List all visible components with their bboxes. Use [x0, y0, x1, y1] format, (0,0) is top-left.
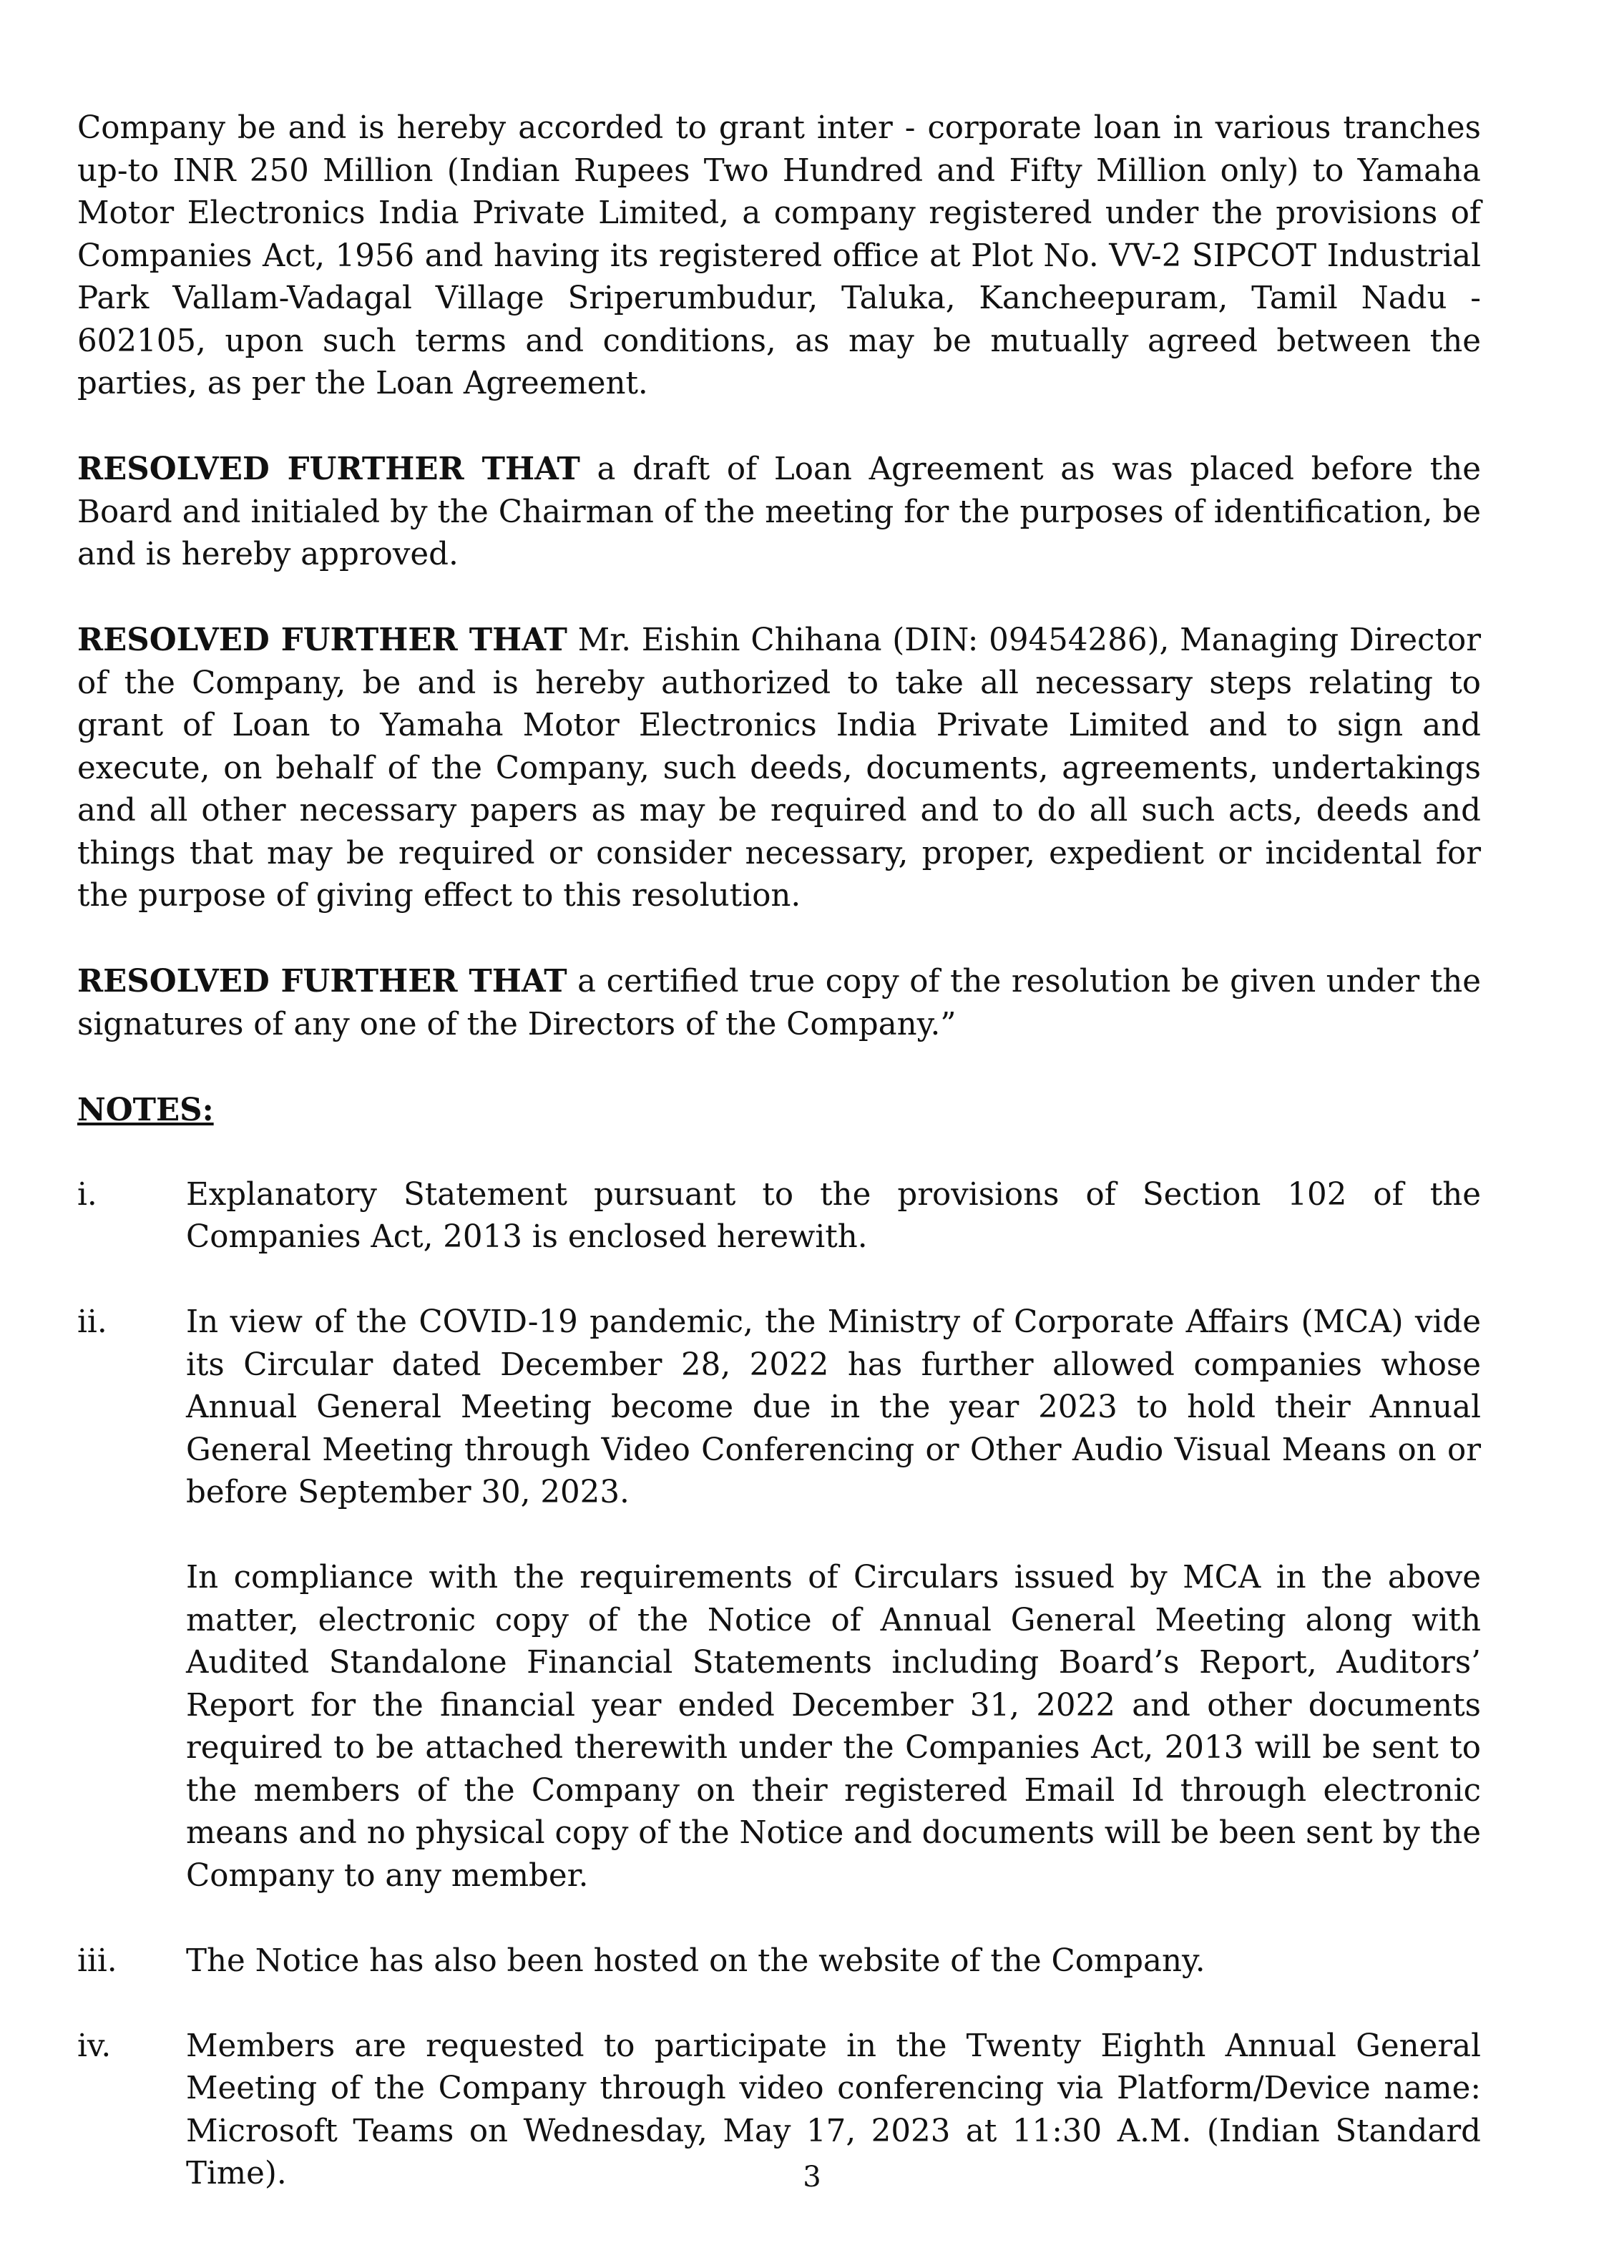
- note-item: [77, 1940, 1481, 1983]
- note-item: [77, 1301, 1481, 1897]
- paragraph-spacer: [77, 918, 1481, 961]
- resolution-paragraph-authorization: [77, 619, 1481, 918]
- note-marker: i.: [77, 1176, 97, 1213]
- note-text: The Notice has also been hosted on the website of the Company.: [186, 1942, 1205, 1979]
- page-number: 3: [803, 2161, 821, 2194]
- document-body: [77, 107, 1481, 2196]
- notes-heading: NOTES:: [77, 1091, 214, 1128]
- note-marker: iii.: [77, 1942, 117, 1979]
- note-text: In view of the COVID-19 pandemic, the Ministry of Corporate Affairs (MCA) vide its Circular dated December 28, 2022 has further allowed companies whose Annual General Meeting become due in the year 2023 to hold their Annual General Meeting through Video Conferencing or Other Audio Visual Means on or before September 30, 2023.: [186, 1304, 1481, 1510]
- paragraph-spacer: [77, 1046, 1481, 1089]
- paragraph-spacer: [77, 1983, 1481, 2025]
- resolved-further-label: RESOLVED FURTHER THAT: [77, 963, 567, 999]
- resolution-text: Mr. Eishin Chihana (DIN: 09454286), Managing Director of the Company, be and is hereby authorized to take all necessary steps relating to grant of Loan to Yamaha Motor Electronics India Private Limited and to sign and execute, on behalf of the Company, such deeds, documents, agreements, undertakings and all other necessary papers as may be required and to do all such acts, deeds and things that may be required or consider necessary, proper, expedient or incidental for the purpose of giving effect to this resolution.: [77, 622, 1481, 914]
- resolution-paragraph-loan-agreement: [77, 448, 1481, 577]
- resolved-further-label: RESOLVED FURTHER THAT: [77, 622, 567, 658]
- note-marker: iv.: [77, 2028, 112, 2064]
- resolution-paragraph-certified-copy: [77, 960, 1481, 1046]
- resolution-text: a certified true copy of the resolution be given under the signatures of any one of the Directors of the Company.”: [77, 964, 1481, 1042]
- note-marker: ii.: [77, 1304, 107, 1340]
- paragraph-spacer: [186, 1515, 1481, 1558]
- resolution-paragraph-loan-grant: Company be and is hereby accorded to grant inter - corporate loan in various tranches up-to INR 250 Million (Indian Rupees Two Hundred and Fifty Million only) to Yamaha Motor Electronics India Private Limited, a company registered under the provisions of Companies Act, 1956 and having its registered office at Plot No. VV-2 SIPCOT Industrial Park Vallam-Vadagal Village Sriperumbudur, Taluka, Kancheepuram, Tamil Nadu - 602105, upon such terms and conditions, as may be mutually agreed between the parties, as per the Loan Agreement.: [77, 110, 1481, 401]
- note-continuation-text: In compliance with the requirements of Circulars issued by MCA in the above matter, electronic copy of the Notice of Annual General Meeting along with Audited Standalone Financial Statements including Board’s Report, Auditors’ Report for the financial year ended December 31, 2022 and other documents required to be attached therewith under the Companies Act, 2013 will be sent to the members of the Company on their registered Email Id through electronic means and no physical copy of the Notice and documents will be been sent by the Company to any member.: [186, 1560, 1481, 1894]
- paragraph-spacer: [77, 1897, 1481, 1940]
- note-text: Members are requested to participate in the Twenty Eighth Annual General Meeting of the Company through video conferencing via Platform/Device name: Microsoft Teams on Wednesday, May 17, 2023 at 11:30 A.M. (Indian Standard Time).: [186, 2028, 1481, 2191]
- paragraph-spacer: [77, 406, 1481, 449]
- paragraph-spacer: [77, 1131, 1481, 1174]
- paragraph-spacer: [77, 1259, 1481, 1302]
- resolved-further-label: RESOLVED FURTHER THAT: [77, 451, 580, 487]
- paragraph-spacer: [77, 577, 1481, 620]
- note-item: [77, 1174, 1481, 1259]
- note-text: Explanatory Statement pursuant to the provisions of Section 102 of the Companies Act, 2013 is enclosed herewith.: [186, 1176, 1481, 1255]
- resolution-text: a draft of Loan Agreement as was placed before the Board and initialed by the Chairman of the meeting for the purposes of identification, be and is hereby approved.: [77, 451, 1481, 572]
